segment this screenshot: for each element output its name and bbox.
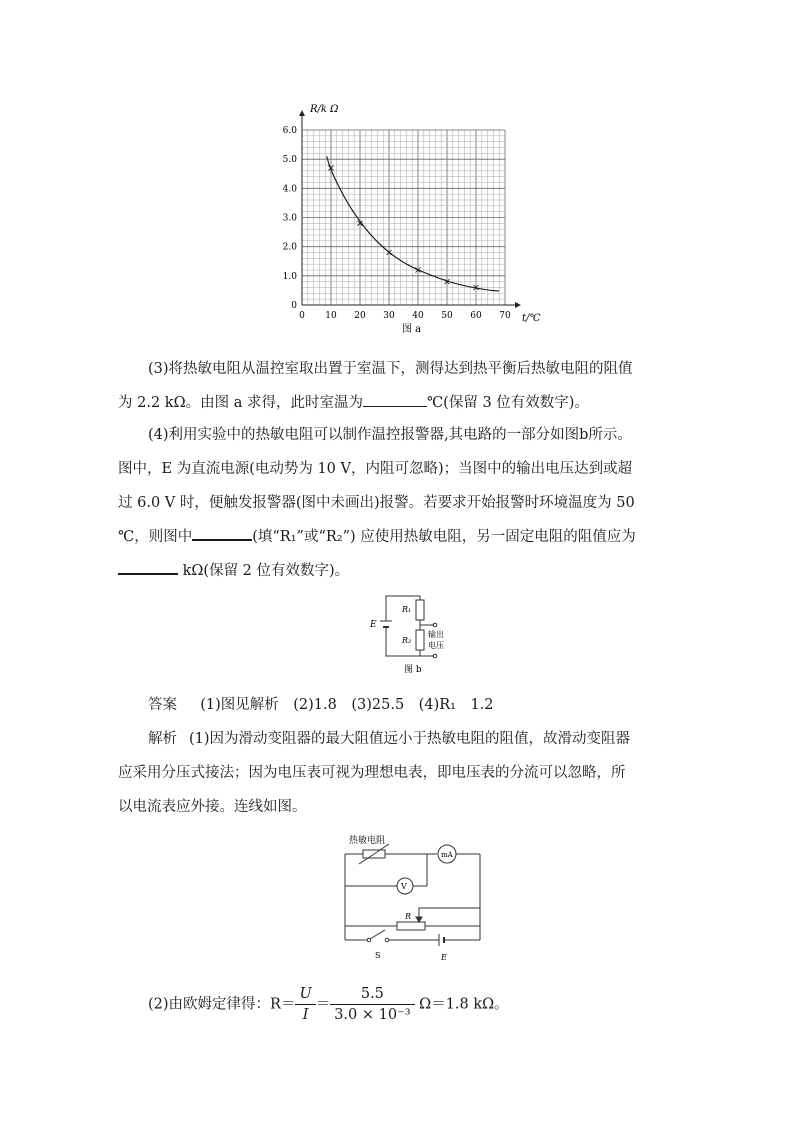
x-axis-arrow — [515, 302, 521, 308]
u-over-i-fraction: $\frac{U}{I}$ — [295, 984, 315, 1025]
x-tick-label: 40 — [412, 311, 424, 321]
output-label-2: 电压 — [428, 641, 444, 650]
x-tick-label: 20 — [354, 311, 366, 321]
rheostat-label: R — [405, 912, 412, 921]
resistor-r1 — [416, 600, 424, 620]
q4-line-5: kΩ(保留 2 位有效数字)。 — [118, 554, 680, 588]
x-tick-label: 60 — [470, 311, 482, 321]
q3-answer-blank[interactable] — [363, 390, 427, 407]
figure-b-circuit — [360, 590, 470, 678]
chart-x-axis-label: t/℃ — [522, 313, 541, 324]
ammeter-label: mA — [441, 851, 453, 859]
answer-block — [118, 688, 680, 722]
answer-label: 答案 — [148, 697, 177, 713]
analysis-line-2: 应采用分压式接法；因为电压表可视为理想电表，即电压表的分流可以忽略，所 — [118, 765, 626, 781]
ohm-law-formula: (2)由欧姆定律得：R＝ $\frac{U}{I}$ ＝ $\frac{5.5}{\text{3.0 × 10⁻³}}$ Ω＝1.8 kΩ。 — [148, 986, 509, 1023]
x-tick-label: 10 — [325, 311, 337, 321]
question-4 — [118, 418, 680, 588]
rheostat-slider-arrow — [416, 917, 422, 922]
x-tick-label: 30 — [383, 311, 395, 321]
label-E: E — [370, 620, 377, 630]
y-tick-label: 1.0 — [282, 271, 297, 282]
chart-grid — [302, 130, 505, 305]
figure-a-caption: 图 a — [402, 324, 422, 335]
voltmeter-label: V — [401, 882, 407, 891]
analysis-line-1: (1)因为滑动变阻器的最大阻值远小于热敏电阻的阻值，故滑动变阻器 — [189, 731, 631, 747]
q4-blank-resistance[interactable] — [118, 557, 178, 575]
rheostat — [397, 922, 425, 930]
thermistor-label: 热敏电阻 — [349, 836, 386, 846]
label-R1: R₁ — [402, 605, 412, 614]
q3-line-2: 为 2.2 kΩ。由图 a 求得，此时室温为 ℃(保留 3 位有效数字)。 — [118, 386, 680, 420]
value-fraction: $\frac{5.5}{\text{3.0 × 10⁻³}}$ — [330, 984, 414, 1025]
q4-line-3: 过 6.0 V 时，便触发报警器(图中未画出)报警。若要求开始报警时环境温度为 50 — [118, 495, 635, 511]
resistor-r2 — [416, 630, 424, 650]
y-tick-label: 3.0 — [282, 213, 297, 224]
chart-y-axis-label: R/k Ω — [310, 104, 339, 115]
y-axis-arrow — [299, 110, 305, 116]
q3-line-1: (3)将热敏电阻从温控室取出置于室温下，测得达到热平衡后热敏电阻的阻值 — [148, 361, 633, 377]
q4-line-4: ℃，则图中 (填“R₁”或“R₂”) 应使用热敏电阻，另一固定电阻的阻值应为 — [118, 520, 680, 554]
figure-c-circuit — [335, 830, 495, 970]
q4-line-1: (4)利用实验中的热敏电阻可以制作温控报警器,其电路的一部分如图b所示。 — [148, 427, 632, 443]
x-tick-label: 50 — [441, 311, 453, 321]
q4-blank-resistor[interactable] — [192, 523, 252, 541]
y-tick-label: 2.0 — [282, 242, 297, 253]
switch-label: S — [375, 951, 381, 960]
analysis-line-3: 以电流表应外接。连线如图。 — [118, 799, 307, 815]
question-3 — [118, 352, 680, 420]
label-R2: R₂ — [402, 636, 412, 645]
y-tick-label: 6.0 — [282, 126, 297, 136]
x-tick-label: 70 — [499, 311, 511, 321]
y-tick-label: 5.0 — [282, 155, 297, 166]
figure-a-chart — [270, 100, 550, 340]
output-label-1: 输出 — [428, 630, 444, 639]
q4-line-2: 图中，E 为直流电源(电动势为 10 V，内阻可忽略)；当图中的输出电压达到或超 — [118, 461, 633, 477]
battery-label: E — [441, 953, 447, 962]
figure-b-caption: 图 b — [404, 665, 422, 675]
y-tick-label: 0 — [291, 301, 297, 311]
answer-text: (1)图见解析 (2)1.8 (3)25.5 (4)R₁ 1.2 — [200, 697, 494, 713]
switch-lever — [370, 930, 385, 939]
analysis-block — [118, 722, 680, 824]
x-tick-label: 0 — [299, 311, 305, 321]
analysis-label: 解析 — [148, 731, 177, 747]
y-tick-label: 4.0 — [282, 184, 297, 195]
